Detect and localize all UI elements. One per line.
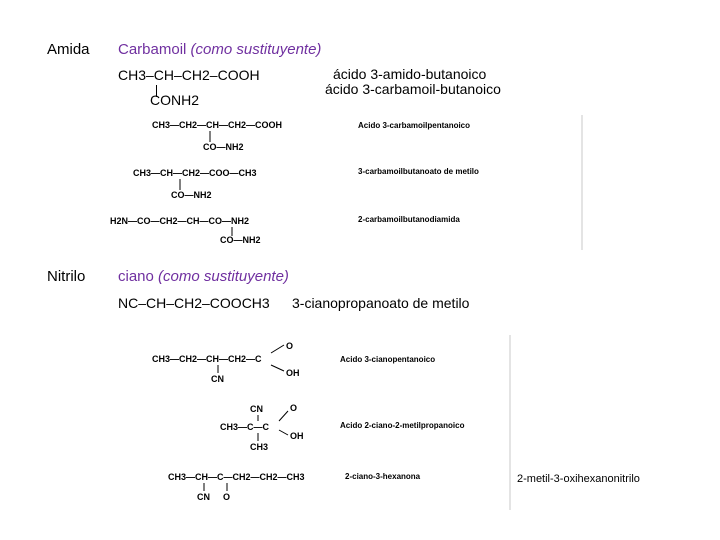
amida-struct-2 bbox=[133, 167, 479, 200]
amida-struct-2-chain: CH3—CH—CH2—COO—CH3 bbox=[133, 168, 257, 178]
nitrilo-struct-2-bottom: CH3 bbox=[250, 442, 269, 452]
nitrilo-formula-name: 3-cianopropanoato de metilo bbox=[292, 295, 470, 311]
nitrilo-struct-2-chain: CH3—C—C bbox=[220, 422, 270, 432]
nitrilo-struct-1-oh: OH bbox=[286, 368, 300, 378]
amida-substituent-note: (como sustituyente) bbox=[190, 41, 322, 58]
amida-structures-figure bbox=[100, 110, 590, 250]
nitrilo-struct-3 bbox=[168, 472, 421, 502]
amida-struct-1-name: Acido 3-carbamoilpentanoico bbox=[358, 121, 471, 130]
nitrilo-struct-3-sub1: CN bbox=[197, 492, 210, 502]
nitrilo-struct-1-chain: CH3—CH2—CH—CH2—C bbox=[152, 354, 262, 364]
amida-formula-sub: CONH2 bbox=[150, 92, 200, 108]
nitrilo-struct-3-chain: CH3—CH—C—CH2—CH2—CH3 bbox=[168, 472, 305, 482]
carbamoil-term: Carbamoil bbox=[118, 41, 187, 58]
nitrilo-struct-2-name: Acido 2-ciano-2-metilpropanoico bbox=[340, 421, 465, 430]
nitrilo-struct-1-sub: CN bbox=[211, 374, 224, 384]
amida-label: Amida bbox=[47, 41, 90, 58]
amida-struct-1-sub: CO—NH2 bbox=[203, 142, 244, 152]
amida-name-1: ácido 3-amido-butanoico bbox=[333, 66, 487, 82]
nitrilo-struct-3-name: 2-ciano-3-hexanona bbox=[345, 472, 421, 481]
nitrilo-substituent-note: (como sustituyente) bbox=[158, 268, 289, 285]
amida-struct-2-sub: CO—NH2 bbox=[171, 190, 212, 200]
nitrilo-struct-3-sub2: O bbox=[223, 492, 231, 502]
amida-struct-3-sub: CO—NH2 bbox=[220, 235, 261, 245]
amida-struct-3-chain: H2N—CO—CH2—CH—CO—NH2 bbox=[110, 216, 250, 226]
amida-struct-3-name: 2-carbamoilbutanodiamida bbox=[358, 215, 460, 224]
nitrilo-struct-2 bbox=[220, 403, 465, 452]
nitrilo-label: Nitrilo bbox=[47, 268, 86, 285]
amida-struct-1-chain: CH3—CH2—CH—CH2—COOH bbox=[152, 120, 283, 130]
nitrilo-header bbox=[118, 268, 289, 285]
nitrilo-struct-1-o: O bbox=[286, 341, 294, 351]
nitrilo-struct-1-name: Acido 3-cianopentanoico bbox=[340, 355, 436, 364]
nitrilo-struct-2-oh: OH bbox=[290, 431, 304, 441]
amida-struct-3 bbox=[110, 215, 460, 245]
nitrilo-extra-name: 2-metil-3-oxihexanonitrilo bbox=[517, 473, 640, 485]
amida-struct-1 bbox=[152, 120, 470, 152]
amida-name-2: ácido 3-carbamoil-butanoico bbox=[325, 81, 501, 97]
nitrilo-struct-2-top: CN bbox=[250, 404, 263, 414]
nitrilo-formula: NC–CH–CH2–COOCH3 bbox=[118, 295, 270, 311]
amida-header bbox=[118, 41, 321, 58]
nitrilo-struct-1 bbox=[152, 341, 435, 384]
nitrilo-struct-2-o: O bbox=[290, 403, 298, 413]
amida-formula-text: CH3–CH–CH2–COOH bbox=[118, 67, 260, 83]
amida-formula bbox=[118, 67, 260, 83]
ciano-term: ciano bbox=[118, 268, 154, 285]
amida-struct-2-name: 3-carbamoilbutanoato de metilo bbox=[358, 167, 479, 176]
